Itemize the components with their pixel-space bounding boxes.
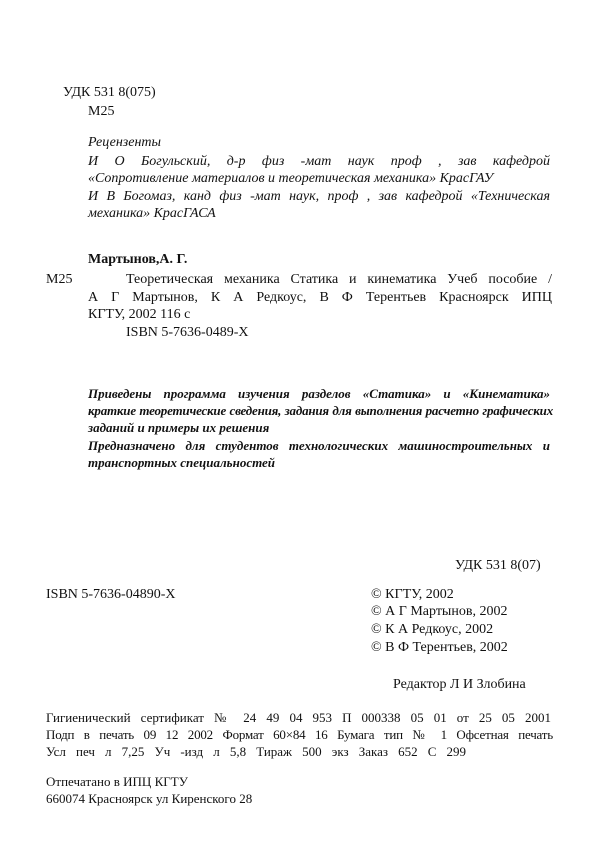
- book-line-2: А Г Мартынов, К А Редкоус, В Ф Терентьев Красноярск ИПЦ: [88, 290, 552, 305]
- imprint-line-1: Гигиенический сертификат № 24 49 04 953 П 000338 05 01 от 25 05 2001: [46, 710, 551, 725]
- copyright-4: © В Ф Терентьев, 2002: [371, 640, 508, 655]
- book-author: Мартынов,А. Г.: [88, 252, 188, 267]
- book-code: М25: [46, 272, 73, 287]
- reviewer-line-3: И В Богомаз, канд физ -мат наук, проф , зав кафедрой «Техническая: [88, 189, 550, 204]
- copyright-1: © КГТУ, 2002: [371, 587, 454, 602]
- reviewer-line-1: И О Богульский, д-р физ -мат наук проф , зав кафедрой: [88, 154, 550, 169]
- annotation-line-1: Приведены программа изучения разделов «Статика» и «Кинематика»: [88, 386, 550, 401]
- annotation-line-3: заданий и примеры их решения: [88, 420, 270, 435]
- reviewer-line-2: «Сопротивление материалов и теоретическая механика» КрасГАУ: [88, 171, 494, 186]
- udk-top: УДК 531 8(075): [63, 85, 156, 100]
- annotation-line-4: Предназначено для студентов технологических машиностроительных и: [88, 438, 550, 453]
- copyright-2: © А Г Мартынов, 2002: [371, 604, 508, 619]
- annotation-line-5: транспортных специальностей: [88, 455, 276, 470]
- printed-line-1: Отпечатано в ИПЦ КГТУ: [46, 774, 188, 789]
- book-line-3: КГТУ, 2002 116 с: [88, 307, 191, 322]
- author-code-top: М25: [88, 104, 115, 119]
- reviewer-line-4: механика» КрасГАСА: [88, 206, 216, 221]
- copyright-3: © К А Редкоус, 2002: [371, 622, 494, 637]
- book-isbn: ISBN 5-7636-0489-X: [126, 325, 249, 340]
- annotation-line-2: краткие теоретические сведения, задания для выполнения расчетно графических: [88, 403, 553, 418]
- book-line-1: Теоретическая механика Статика и кинематика Учеб пособие /: [126, 272, 552, 287]
- imprint-line-2: Подп в печать 09 12 2002 Формат 60×84 16 Бумага тип № 1 Офсетная печать: [46, 727, 553, 742]
- isbn-bottom: ISBN 5-7636-04890-X: [46, 587, 176, 602]
- printed-line-2: 660074 Красноярск ул Киренского 28: [46, 791, 253, 806]
- udk-bottom: УДК 531 8(07): [455, 558, 541, 573]
- imprint-line-3: Усл печ л 7,25 Уч -изд л 5,8 Тираж 500 экз Заказ 652 С 299: [46, 744, 466, 759]
- editor: Редактор Л И Злобина: [393, 677, 526, 692]
- reviewers-title: Рецензенты: [88, 135, 161, 150]
